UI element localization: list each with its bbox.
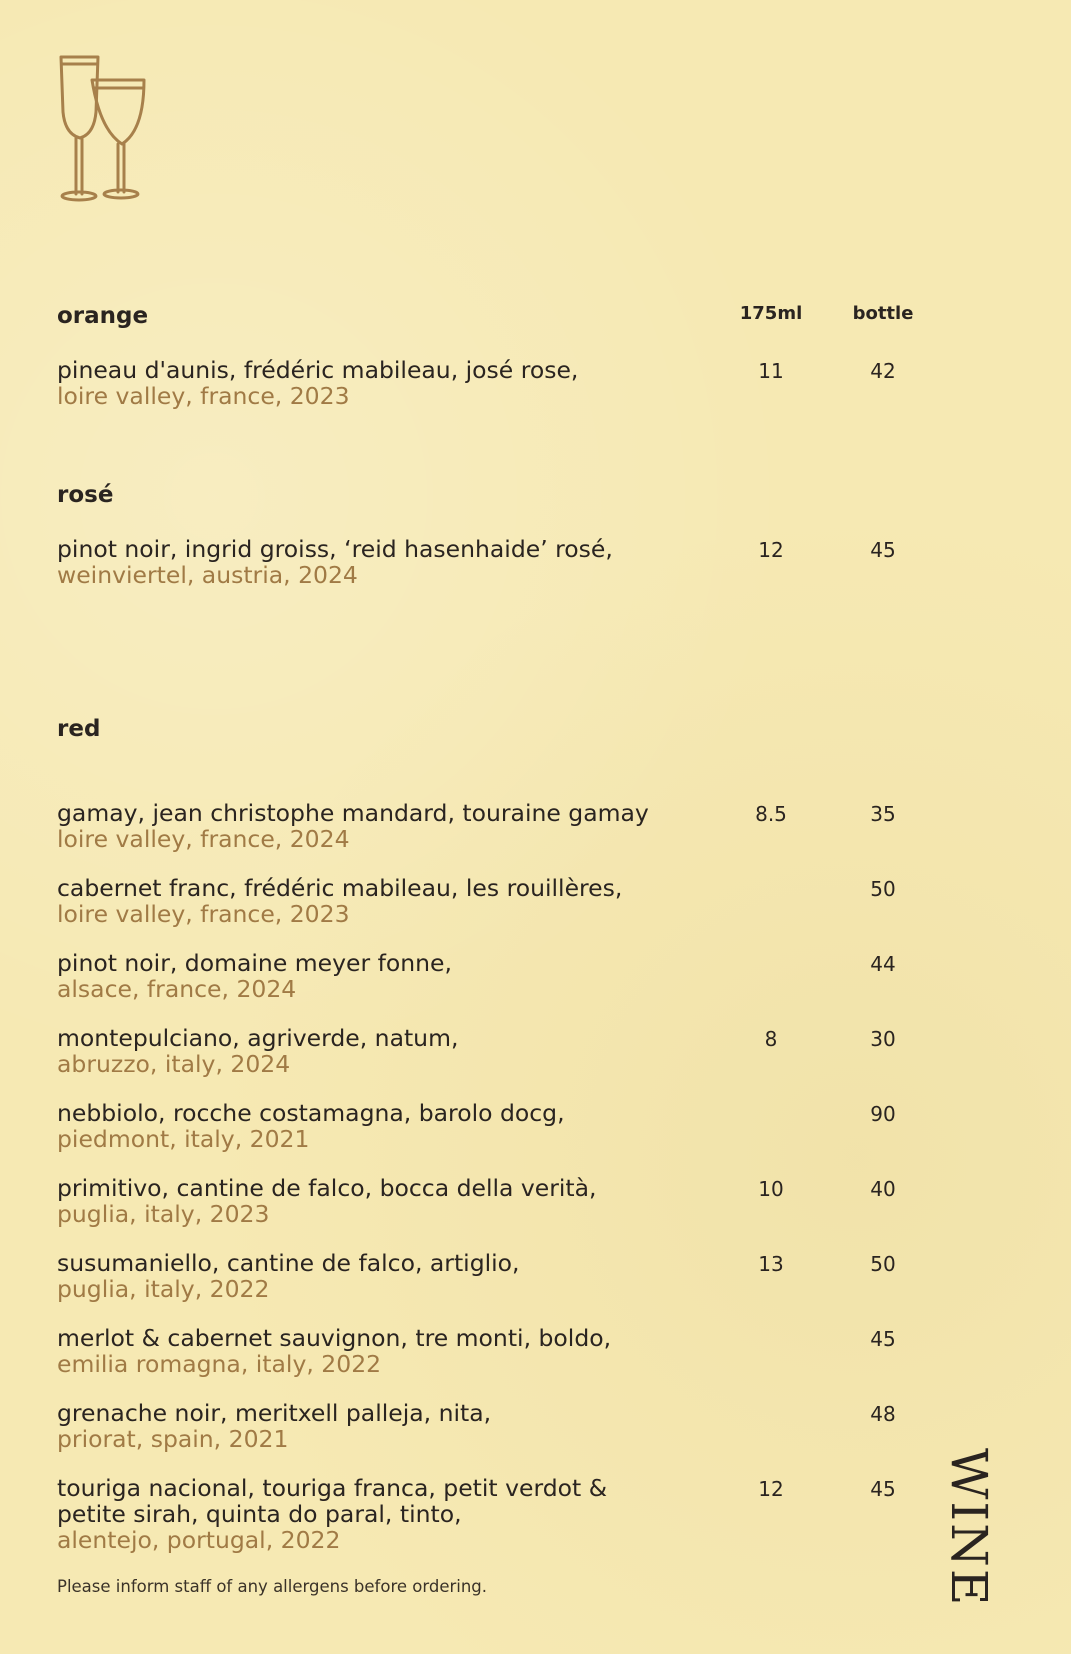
price-bottle: 90 <box>870 1102 896 1126</box>
price-bottle: 42 <box>870 359 896 383</box>
wine-origin: priorat, spain, 2021 <box>57 1425 289 1453</box>
column-header-175ml: 175ml <box>739 303 803 324</box>
wine-item <box>57 1325 737 1377</box>
wine-origin: emilia romagna, italy, 2022 <box>57 1350 382 1378</box>
price-bottle: 40 <box>870 1177 896 1201</box>
price-175ml: 12 <box>758 538 784 562</box>
wine-item <box>57 1100 737 1152</box>
wine-item <box>57 357 737 409</box>
price-bottle: 35 <box>870 802 896 826</box>
wine-name: pinot noir, ingrid groiss, ‘reid hasenhaide’ rosé, <box>57 535 613 563</box>
wine-name-continued: petite sirah, quinta do paral, tinto, <box>57 1500 462 1528</box>
price-bottle: 50 <box>870 1252 896 1276</box>
wine-origin: loire valley, france, 2024 <box>57 825 350 853</box>
price-175ml: 10 <box>758 1177 784 1201</box>
wine-item <box>57 875 737 927</box>
wine-name: pinot noir, domaine meyer fonne, <box>57 949 452 977</box>
wine-item <box>57 1400 737 1452</box>
wine-origin: puglia, italy, 2023 <box>57 1200 270 1228</box>
wine-origin: loire valley, france, 2023 <box>57 900 350 928</box>
price-175ml: 11 <box>758 359 784 383</box>
wine-origin: loire valley, france, 2023 <box>57 382 350 410</box>
wine-name: pineau d'aunis, frédéric mabileau, josé rose, <box>57 356 579 384</box>
wine-item <box>57 800 737 852</box>
section-title-orange: orange <box>57 303 149 329</box>
price-bottle: 45 <box>870 538 896 562</box>
price-bottle: 45 <box>870 1327 896 1351</box>
wine-origin: puglia, italy, 2022 <box>57 1275 270 1303</box>
wine-name: montepulciano, agriverde, natum, <box>57 1024 459 1052</box>
wine-name: nebbiolo, rocche costamagna, barolo docg, <box>57 1099 565 1127</box>
column-header-bottle: bottle <box>852 303 914 324</box>
wine-glasses-icon <box>56 52 152 202</box>
wine-item <box>57 1175 737 1227</box>
price-175ml: 13 <box>758 1252 784 1276</box>
price-bottle: 30 <box>870 1027 896 1051</box>
price-bottle: 45 <box>870 1477 896 1501</box>
price-bottle: 48 <box>870 1402 896 1426</box>
wine-name: grenache noir, meritxell palleja, nita, <box>57 1399 492 1427</box>
wine-origin: alsace, france, 2024 <box>57 975 297 1003</box>
wine-name: touriga nacional, touriga franca, petit verdot & <box>57 1474 608 1502</box>
wine-origin: weinviertel, austria, 2024 <box>57 561 358 589</box>
wine-origin: abruzzo, italy, 2024 <box>57 1050 291 1078</box>
price-bottle: 44 <box>870 952 896 976</box>
wine-name: gamay, jean christophe mandard, touraine gamay <box>57 799 649 827</box>
price-bottle: 50 <box>870 877 896 901</box>
wine-name: primitivo, cantine de falco, bocca della verità, <box>57 1174 597 1202</box>
wine-name: cabernet franc, frédéric mabileau, les rouillères, <box>57 874 623 902</box>
wine-origin: piedmont, italy, 2021 <box>57 1125 310 1153</box>
wine-origin: alentejo, portugal, 2022 <box>57 1526 341 1554</box>
section-title-red: red <box>57 716 101 742</box>
wine-item <box>57 1475 737 1553</box>
price-175ml: 12 <box>758 1477 784 1501</box>
page-title: WINE <box>940 1448 998 1608</box>
wine-item <box>57 1025 737 1077</box>
price-175ml: 8.5 <box>755 802 787 826</box>
section-title-rose: rosé <box>57 482 114 508</box>
allergen-notice: Please inform staff of any allergens before ordering. <box>57 1577 488 1596</box>
wine-item <box>57 1250 737 1302</box>
price-175ml: 8 <box>764 1027 778 1051</box>
wine-name: susumaniello, cantine de falco, artiglio, <box>57 1249 520 1277</box>
wine-item <box>57 950 737 1002</box>
wine-item <box>57 536 737 588</box>
wine-name: merlot & cabernet sauvignon, tre monti, boldo, <box>57 1324 612 1352</box>
